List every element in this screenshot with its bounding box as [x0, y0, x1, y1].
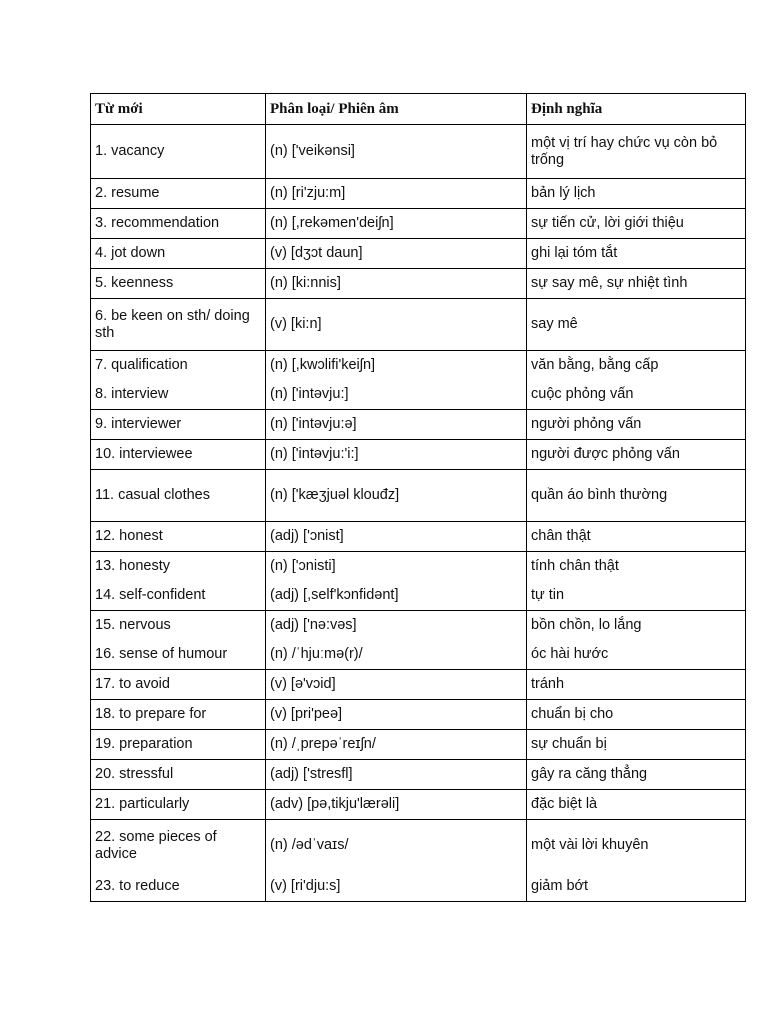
word-cell: 15. nervous [91, 611, 266, 641]
meaning-cell: sự say mê, sự nhiệt tình [527, 269, 746, 299]
table-row [91, 730, 746, 760]
type-phonetic-cell: (n) ['intəvju:'i:] [266, 440, 527, 470]
type-phonetic-cell: (v) [ri'dju:s] [266, 872, 527, 902]
meaning-cell: bồn chồn, lo lắng [527, 611, 746, 641]
meaning-cell: tránh [527, 670, 746, 700]
meaning-cell: văn bằng, bằng cấp [527, 351, 746, 380]
type-phonetic-cell: (n) ['veikənsi] [266, 125, 527, 179]
table-row [91, 351, 746, 380]
type-phonetic-cell: (n) /ədˈvaɪs/ [266, 820, 527, 872]
header-meaning: Định nghĩa [527, 94, 746, 125]
table-row [91, 522, 746, 552]
table-row [91, 380, 746, 410]
meaning-cell: đặc biệt là [527, 790, 746, 820]
meaning-cell: cuộc phỏng vấn [527, 380, 746, 410]
header-word: Từ mới [91, 94, 266, 125]
word-cell: 16. sense of humour [91, 641, 266, 670]
type-phonetic-cell: (adj) ['stresfl] [266, 760, 527, 790]
type-phonetic-cell: (n) [,rekəmen'deiʃn] [266, 209, 527, 239]
type-phonetic-cell: (adj) [,self'kɔnfidənt] [266, 582, 527, 611]
word-cell: 3. recommendation [91, 209, 266, 239]
word-cell: 10. interviewee [91, 440, 266, 470]
type-phonetic-cell: (n) [ki:nnis] [266, 269, 527, 299]
table-row [91, 179, 746, 209]
word-cell: 19. preparation [91, 730, 266, 760]
table-row [91, 582, 746, 611]
table-row [91, 760, 746, 790]
table-row [91, 820, 746, 872]
type-phonetic-cell: (v) [dʒɔt daun] [266, 239, 527, 269]
word-cell: 5. keenness [91, 269, 266, 299]
word-cell: 14. self-confident [91, 582, 266, 611]
word-cell: 11. casual clothes [91, 470, 266, 522]
word-cell: 21. particularly [91, 790, 266, 820]
meaning-cell: chân thật [527, 522, 746, 552]
table-row [91, 269, 746, 299]
table-row [91, 440, 746, 470]
table-row [91, 872, 746, 902]
meaning-cell: một vài lời khuyên [527, 820, 746, 872]
meaning-cell: bản lý lịch [527, 179, 746, 209]
meaning-cell: tự tin [527, 582, 746, 611]
type-phonetic-cell: (v) [ki:n] [266, 299, 527, 351]
type-phonetic-cell: (adj) ['nə:vəs] [266, 611, 527, 641]
meaning-cell: giảm bớt [527, 872, 746, 902]
table-row [91, 611, 746, 641]
table-row [91, 239, 746, 269]
table-header-row [91, 94, 746, 125]
table-row [91, 125, 746, 179]
word-cell: 13. honesty [91, 552, 266, 582]
meaning-cell: người phỏng vấn [527, 410, 746, 440]
word-cell: 17. to avoid [91, 670, 266, 700]
table-row [91, 299, 746, 351]
word-cell: 23. to reduce [91, 872, 266, 902]
type-phonetic-cell: (n) ['ɔnisti] [266, 552, 527, 582]
table-row [91, 670, 746, 700]
word-cell: 9. interviewer [91, 410, 266, 440]
word-cell: 22. some pieces of advice [91, 820, 266, 872]
meaning-cell: quần áo bình thường [527, 470, 746, 522]
vocabulary-table [90, 93, 746, 902]
header-type-phonetic: Phân loại/ Phiên âm [266, 94, 527, 125]
table-row [91, 552, 746, 582]
table-row [91, 209, 746, 239]
type-phonetic-cell: (n) [,kwɔlifi'keiʃn] [266, 351, 527, 380]
meaning-cell: óc hài hước [527, 641, 746, 670]
type-phonetic-cell: (n) [ri'zju:m] [266, 179, 527, 209]
word-cell: 6. be keen on sth/ doing sth [91, 299, 266, 351]
meaning-cell: sự tiến cử, lời giới thiệu [527, 209, 746, 239]
table-row [91, 410, 746, 440]
meaning-cell: sự chuẩn bị [527, 730, 746, 760]
type-phonetic-cell: (n) ['kæʒjuəl klouđz] [266, 470, 527, 522]
word-cell: 4. jot down [91, 239, 266, 269]
meaning-cell: gây ra căng thẳng [527, 760, 746, 790]
type-phonetic-cell: (adj) ['ɔnist] [266, 522, 527, 552]
type-phonetic-cell: (n) /ˌprepəˈreɪʃn/ [266, 730, 527, 760]
word-cell: 12. honest [91, 522, 266, 552]
meaning-cell: say mê [527, 299, 746, 351]
meaning-cell: người được phỏng vấn [527, 440, 746, 470]
meaning-cell: chuẩn bị cho [527, 700, 746, 730]
word-cell: 20. stressful [91, 760, 266, 790]
table-row [91, 641, 746, 670]
word-cell: 2. resume [91, 179, 266, 209]
type-phonetic-cell: (n) ['intəvju:ə] [266, 410, 527, 440]
meaning-cell: ghi lại tóm tắt [527, 239, 746, 269]
type-phonetic-cell: (v) [ə'vɔid] [266, 670, 527, 700]
word-cell: 18. to prepare for [91, 700, 266, 730]
meaning-cell: một vị trí hay chức vụ còn bỏ trống [527, 125, 746, 179]
table-row [91, 790, 746, 820]
type-phonetic-cell: (adv) [pə,tikju'lærəli] [266, 790, 527, 820]
type-phonetic-cell: (v) [pri'peə] [266, 700, 527, 730]
type-phonetic-cell: (n) ['intəvju:] [266, 380, 527, 410]
word-cell: 7. qualification [91, 351, 266, 380]
table-row [91, 470, 746, 522]
word-cell: 8. interview [91, 380, 266, 410]
word-cell: 1. vacancy [91, 125, 266, 179]
table-row [91, 700, 746, 730]
type-phonetic-cell: (n) /ˈhjuːmə(r)/ [266, 641, 527, 670]
meaning-cell: tính chân thật [527, 552, 746, 582]
